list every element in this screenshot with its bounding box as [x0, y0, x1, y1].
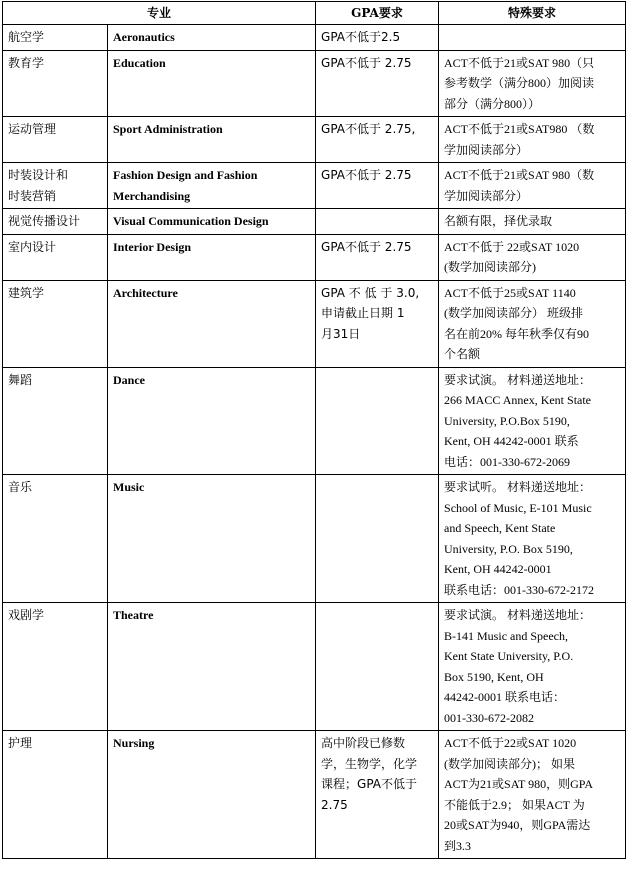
gpa-requirement — [316, 367, 439, 475]
cell-line: 266 MACC Annex, Kent State — [444, 393, 592, 407]
cell-line: 申请截止日期 1 — [321, 306, 405, 320]
table-row — [3, 367, 626, 475]
table-row — [3, 234, 626, 280]
major-english-name: Architecture — [108, 280, 316, 367]
major-english-name — [108, 163, 316, 209]
cell-line: (数学加阅读部分) — [444, 260, 537, 274]
cell-line: 课程；GPA不低于 — [321, 777, 417, 791]
cell-line: 月31日 — [321, 326, 361, 341]
gpa-requirement — [316, 25, 439, 51]
cell-line: and Speech, Kent State — [444, 521, 556, 535]
cell-line: Merchandising — [113, 188, 191, 203]
cell-line: 部分（满分800）） — [444, 96, 541, 111]
cell-line: 学加阅读部分） — [444, 142, 529, 157]
cell-line: 时装设计和 — [8, 168, 69, 182]
cell-line: Kent, OH 44242-0001 联系 — [444, 434, 579, 448]
major-chinese-name: 视觉传播设计 — [3, 209, 108, 235]
table-row — [3, 209, 626, 235]
major-english-name: Dance — [108, 367, 316, 475]
major-chinese-name: 教育学 — [3, 50, 108, 117]
major-chinese-name — [3, 163, 108, 209]
cell-line: School of Music, E-101 Music — [444, 500, 592, 515]
major-english-name: Education — [108, 50, 316, 117]
cell-line: 名在前20% 每年秋季仅有90 — [444, 326, 590, 341]
gpa-requirement — [316, 163, 439, 209]
special-requirement — [439, 234, 626, 280]
special-requirement — [439, 475, 626, 603]
special-requirement — [439, 117, 626, 163]
table-row — [3, 475, 626, 603]
cell-line: Kent State University, P.O. — [444, 649, 574, 663]
cell-line: 时装营销 — [8, 188, 57, 203]
cell-line: 001-330-672-2082 — [444, 710, 535, 725]
cell-line: 到3.3 — [444, 838, 472, 853]
cell-line: 44242-0001 联系电话： — [444, 690, 566, 704]
cell-line: Box 5190, Kent, OH — [444, 669, 544, 684]
major-chinese-name: 舞蹈 — [3, 367, 108, 475]
cell-line: GPA不低于2.5 — [321, 30, 401, 44]
cell-line: ACT不低于25或SAT 1140 — [444, 285, 576, 300]
cell-line: University, P.O.Box 5190, — [444, 413, 570, 428]
special-requirement — [439, 25, 626, 51]
table-row — [3, 731, 626, 859]
gpa-requirement — [316, 603, 439, 731]
header-special: 特殊要求 — [439, 2, 626, 25]
major-english-name: Sport Administration — [108, 117, 316, 163]
cell-line: ACT为21或SAT 980，则GPA — [444, 777, 594, 791]
cell-line: 学加阅读部分） — [444, 188, 529, 203]
cell-line: 高中阶段已修数 — [321, 736, 406, 750]
cell-line: (数学加阅读部分） 班级排 — [444, 306, 584, 320]
cell-line: 要求试听。 材料递送地址： — [444, 480, 592, 494]
cell-line: 20或SAT为940，则GPA需达 — [444, 818, 591, 832]
cell-line: ACT不低于21或SAT 980（只 — [444, 55, 595, 70]
special-requirement — [439, 50, 626, 117]
gpa-requirement — [316, 209, 439, 235]
special-requirement — [439, 367, 626, 475]
header-gpa: GPA要求 — [316, 2, 439, 25]
table-row — [3, 117, 626, 163]
table-body — [3, 25, 626, 859]
cell-line: 要求试演。 材料递送地址： — [444, 608, 592, 622]
header-major: 专业 — [3, 2, 316, 25]
table-row — [3, 603, 626, 731]
cell-line: 名额有限，择优录取 — [444, 214, 553, 228]
major-english-name: Aeronautics — [108, 25, 316, 51]
cell-line: Fashion Design and Fashion — [113, 168, 258, 182]
gpa-requirement — [316, 280, 439, 367]
major-chinese-name: 护理 — [3, 731, 108, 859]
table-row — [3, 280, 626, 367]
major-english-name: Music — [108, 475, 316, 603]
special-requirement — [439, 163, 626, 209]
cell-line: GPA 不 低 于 3.0, — [321, 285, 420, 300]
gpa-requirement — [316, 50, 439, 117]
cell-line: GPA不低于 2.75 — [321, 168, 412, 182]
cell-line: 参考数学（满分800）加阅读 — [444, 76, 595, 90]
major-english-name: Theatre — [108, 603, 316, 731]
header-row — [3, 2, 626, 25]
major-chinese-name: 室内设计 — [3, 234, 108, 280]
cell-line: 个名额 — [444, 347, 481, 361]
special-requirement — [439, 731, 626, 859]
gpa-requirement — [316, 475, 439, 603]
cell-line: 要求试演。 材料递送地址： — [444, 372, 592, 387]
cell-line: ACT不低于22或SAT 1020 — [444, 736, 577, 750]
table-row — [3, 25, 626, 51]
special-requirement — [439, 209, 626, 235]
major-chinese-name: 音乐 — [3, 475, 108, 603]
gpa-requirement — [316, 234, 439, 280]
cell-line: Kent, OH 44242-0001 — [444, 562, 552, 576]
cell-line: ACT不低于21或SAT 980（数 — [444, 168, 595, 182]
major-chinese-name: 航空学 — [3, 25, 108, 51]
major-chinese-name: 戏剧学 — [3, 603, 108, 731]
gpa-requirement — [316, 731, 439, 859]
cell-line: (数学加阅读部分)； 如果 — [444, 756, 576, 771]
cell-line: 学，生物学，化学 — [321, 756, 418, 771]
cell-line: GPA不低于 2.75 — [321, 239, 412, 254]
major-chinese-name: 建筑学 — [3, 280, 108, 367]
special-requirement — [439, 280, 626, 367]
cell-line: University, P.O. Box 5190, — [444, 541, 573, 556]
cell-line: GPA不低于 2.75 — [321, 55, 412, 70]
cell-line: ACT不低于 22或SAT 1020 — [444, 239, 580, 254]
major-chinese-name: 运动管理 — [3, 117, 108, 163]
major-english-name: Nursing — [108, 731, 316, 859]
special-requirement — [439, 603, 626, 731]
major-english-name: Interior Design — [108, 234, 316, 280]
cell-line: ACT不低于21或SAT980 （数 — [444, 122, 595, 136]
gpa-requirement — [316, 117, 439, 163]
table-row — [3, 163, 626, 209]
admission-requirements-table — [2, 1, 626, 859]
cell-line: B-141 Music and Speech, — [444, 628, 568, 643]
cell-line: 联系电话：001-330-672-2172 — [444, 582, 595, 597]
major-english-name: Visual Communication Design — [108, 209, 316, 235]
cell-line: 电话：001-330-672-2069 — [444, 454, 571, 469]
cell-line: 不能低于2.9； 如果ACT 为 — [444, 797, 585, 812]
cell-line: GPA不低于 2.75, — [321, 122, 416, 136]
cell-line: 2.75 — [321, 797, 348, 812]
table-row — [3, 50, 626, 117]
